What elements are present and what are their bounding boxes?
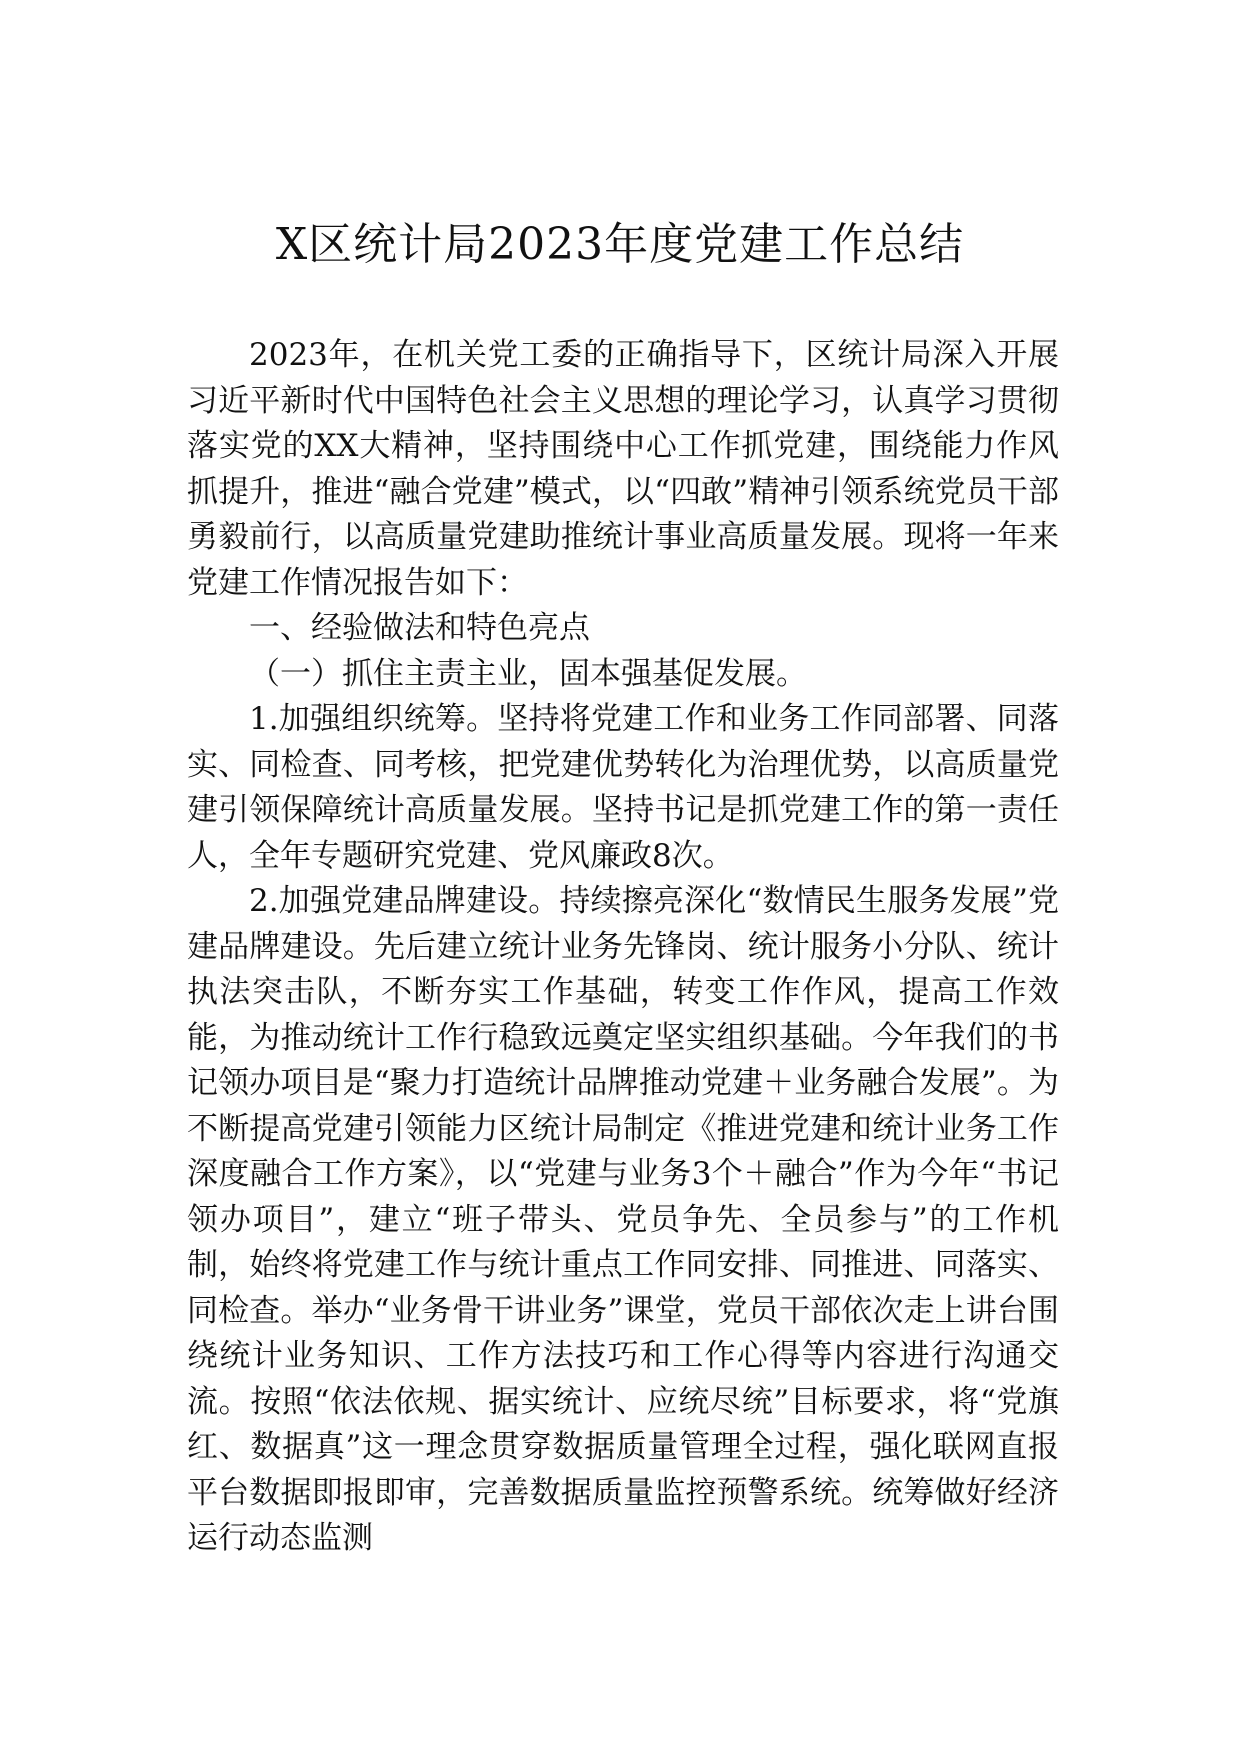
intro-paragraph: 2023年，在机关党工委的正确指导下，区统计局深入开展习近平新时代中国特色社会主义思想的理论学习，认真学习贯彻落实党的XX大精神，坚持围绕中心工作抓党建，围绕能力作风抓提升，推进“融合党建”模式，以“四敢”精神引领系统党员干部勇毅前行，以高质量党建助推统计事业高质量发展。现将一年来党建工作情况报告如下： xyxy=(187,337,1059,601)
section-heading: 一、经验做法和特色亮点 xyxy=(249,610,590,646)
item-paragraph-1: 1.加强组织统筹。坚持将党建工作和业务工作同部署、同落实、同检查、同考核，把党建优势转化为治理优势，以高质量党建引领保障统计高质量发展。坚持书记是抓党建工作的第一责任人，全年专题研究党建、党风廉政8次。 xyxy=(187,701,1059,874)
subsection-heading: （一）抓住主责主业，固本强基促发展。 xyxy=(249,655,807,692)
document-title: X区统计局2023年度党建工作总结 xyxy=(275,219,965,270)
document-body xyxy=(187,333,1059,1562)
item-paragraph-2: 2.加强党建品牌建设。持续擦亮深化“数情民生服务发展”党建品牌建设。先后建立统计业务先锋岗、统计服务小分队、统计执法突击队，不断夯实工作基础，转变工作作风，提高工作效能，为推动统计工作行稳致远奠定坚实组织基础。今年我们的书记领办项目是“聚力打造统计品牌推动党建＋业务融合发展”。为不断提高党建引领能力区统计局制定《推进党建和统计业务工作深度融合工作方案》，以“党建与业务3个＋融合”作为今年“书记领办项目”，建立“班子带头、党员争先、全员参与”的工作机制，始终将党建工作与统计重点工作同安排、同推进、同落实、同检查。举办“业务骨干讲业务”课堂，党员干部依次走上讲台围绕统计业务知识、工作方法技巧和工作心得等内容进行沟通交流。按照“依法依规、据实统计、应统尽统”目标要求，将“党旗红、数据真”这一理念贯穿数据质量管理全过程，强化联网直报平台数据即报即审，完善数据质量监控预警系统。统筹做好经济运行动态监测 xyxy=(187,883,1059,1556)
